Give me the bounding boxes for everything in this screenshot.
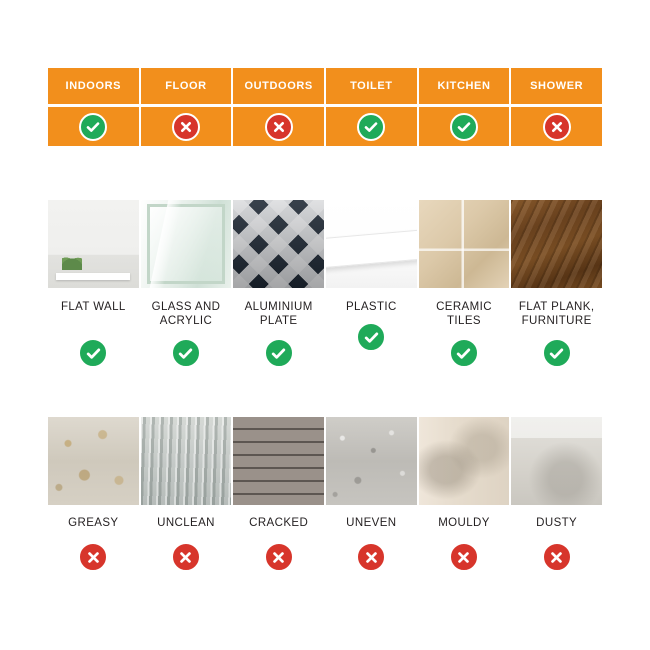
- check-icon: [450, 113, 478, 141]
- surface-image-unclean: [141, 417, 232, 505]
- surface-image-plastic: [326, 200, 417, 288]
- surface-item: [511, 417, 602, 572]
- surface-status: [449, 338, 479, 368]
- cross-icon: [171, 542, 201, 572]
- suitable-surfaces-row: [48, 200, 602, 368]
- surface-label: MOULDY: [438, 517, 490, 529]
- surface-image-flat-plank-furniture: [511, 200, 602, 288]
- usage-header-cell: FLOOR: [141, 68, 232, 104]
- surface-item: [419, 417, 510, 572]
- surface-item: [233, 200, 324, 368]
- surface-item: [48, 200, 139, 368]
- usage-status-cell: [141, 107, 232, 146]
- unsuitable-surfaces-row: [48, 417, 602, 572]
- surface-image-aluminium-plate: [233, 200, 324, 288]
- surface-item: [48, 417, 139, 572]
- cross-icon: [356, 542, 386, 572]
- surface-label: PLASTIC: [345, 301, 397, 313]
- cross-icon: [543, 113, 571, 141]
- surface-status: [264, 338, 294, 368]
- check-icon: [449, 338, 479, 368]
- surface-image-dusty: [511, 417, 602, 505]
- surface-label: FLAT WALL: [60, 301, 126, 313]
- cross-icon: [449, 542, 479, 572]
- usage-status-cell: [326, 107, 417, 146]
- surface-label: UNEVEN: [346, 517, 397, 529]
- surface-status: [264, 542, 294, 572]
- cross-icon: [265, 113, 293, 141]
- surface-status: [171, 338, 201, 368]
- surface-image-cracked: [233, 417, 324, 505]
- surface-item: [511, 200, 602, 368]
- usage-status-cell: [48, 107, 139, 146]
- check-icon: [357, 113, 385, 141]
- surface-status: [449, 542, 479, 572]
- surface-status: [542, 338, 572, 368]
- surface-status: [542, 542, 572, 572]
- usage-header-cell: TOILET: [326, 68, 417, 104]
- surface-label: GLASS AND ACRYLIC: [151, 301, 221, 327]
- check-icon: [79, 113, 107, 141]
- surface-item: [326, 417, 417, 572]
- surface-image-flat-wall: [48, 200, 139, 288]
- usage-status-cell: [511, 107, 602, 146]
- usage-table: [48, 68, 602, 146]
- usage-header-cell: INDOORS: [48, 68, 139, 104]
- surface-status: [356, 322, 386, 352]
- surface-image-greasy: [48, 417, 139, 505]
- surface-item: [419, 200, 510, 368]
- surface-label: UNCLEAN: [157, 517, 215, 529]
- surface-image-ceramic-tiles: [419, 200, 510, 288]
- surface-label: FLAT PLANK, FURNITURE: [518, 301, 595, 327]
- surface-label: CRACKED: [249, 517, 309, 529]
- surface-label: CERAMIC TILES: [436, 301, 492, 327]
- usage-status-cell: [233, 107, 324, 146]
- surface-item: [233, 417, 324, 572]
- cross-icon: [264, 542, 294, 572]
- surface-label: ALUMINIUM PLATE: [244, 301, 313, 327]
- usage-header-cell: OUTDOORS: [233, 68, 324, 104]
- cross-icon: [78, 542, 108, 572]
- surface-label: GREASY: [68, 517, 119, 529]
- surface-item: [326, 200, 417, 368]
- surface-status: [78, 338, 108, 368]
- check-icon: [78, 338, 108, 368]
- usage-header-cell: SHOWER: [511, 68, 602, 104]
- surface-status: [171, 542, 201, 572]
- cross-icon: [542, 542, 572, 572]
- usage-status-cell: [419, 107, 510, 146]
- surface-label: DUSTY: [536, 517, 578, 529]
- check-icon: [356, 322, 386, 352]
- surface-status: [78, 542, 108, 572]
- check-icon: [264, 338, 294, 368]
- surface-image-uneven: [326, 417, 417, 505]
- surface-image-glass-and-acrylic: [141, 200, 232, 288]
- surface-image-mouldy: [419, 417, 510, 505]
- check-icon: [542, 338, 572, 368]
- surface-status: [356, 542, 386, 572]
- cross-icon: [172, 113, 200, 141]
- surface-item: [141, 200, 232, 368]
- usage-header-cell: KITCHEN: [419, 68, 510, 104]
- check-icon: [171, 338, 201, 368]
- surface-item: [141, 417, 232, 572]
